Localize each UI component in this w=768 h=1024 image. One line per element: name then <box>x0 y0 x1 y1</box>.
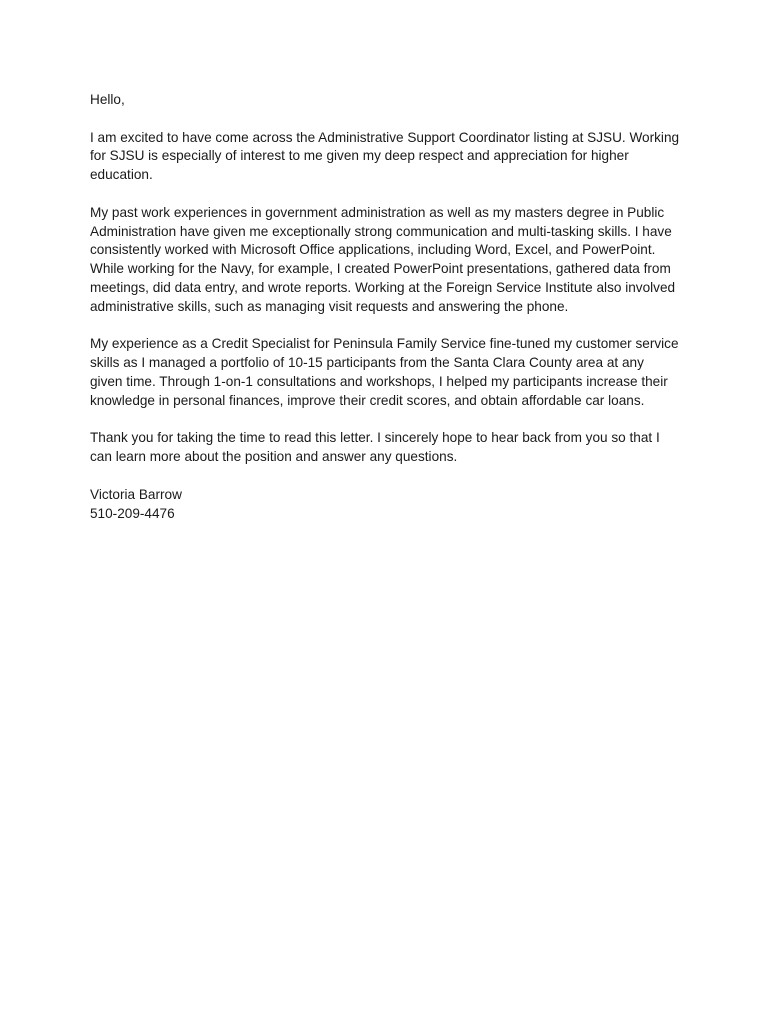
paragraph-intro: I am excited to have come across the Administrative Support Coordinator listing at SJSU. Working for SJSU is especially of interest to me given my deep respect and appreciation for higher education. <box>90 129 680 183</box>
paragraph-experience: My past work experiences in government administration as well as my masters degree in Public Administration have given me exceptionally strong communication and multi-tasking skills. I have consistently worked with Microsoft Office applications, including Word, Excel, and PowerPoint. While working for the Navy, for example, I created PowerPoint presentations, gathered data from meetings, did data entry, and wrote reports. Working at the Foreign Service Institute also involved administrative skills, such as managing visit requests and answering the phone. <box>90 204 676 314</box>
letter-body <box>90 91 680 542</box>
paragraph-credit-specialist: My experience as a Credit Specialist for Peninsula Family Service fine-tuned my customer service skills as I managed a portfolio of 10-15 participants from the Santa Clara County area at any given time. Through 1-on-1 consultations and workshops, I helped my participants increase their knowledge in personal finances, improve their credit scores, and obtain affordable car loans. <box>90 336 679 408</box>
signature-name: Victoria Barrow <box>90 486 182 502</box>
greeting: Hello, <box>90 92 125 107</box>
signature-phone: 510-209-4476 <box>90 505 175 521</box>
signature-block <box>90 486 680 524</box>
paragraph-closing: Thank you for taking the time to read this letter. I sincerely hope to hear back from you so that I can learn more about the position and answer any questions. <box>90 430 660 465</box>
